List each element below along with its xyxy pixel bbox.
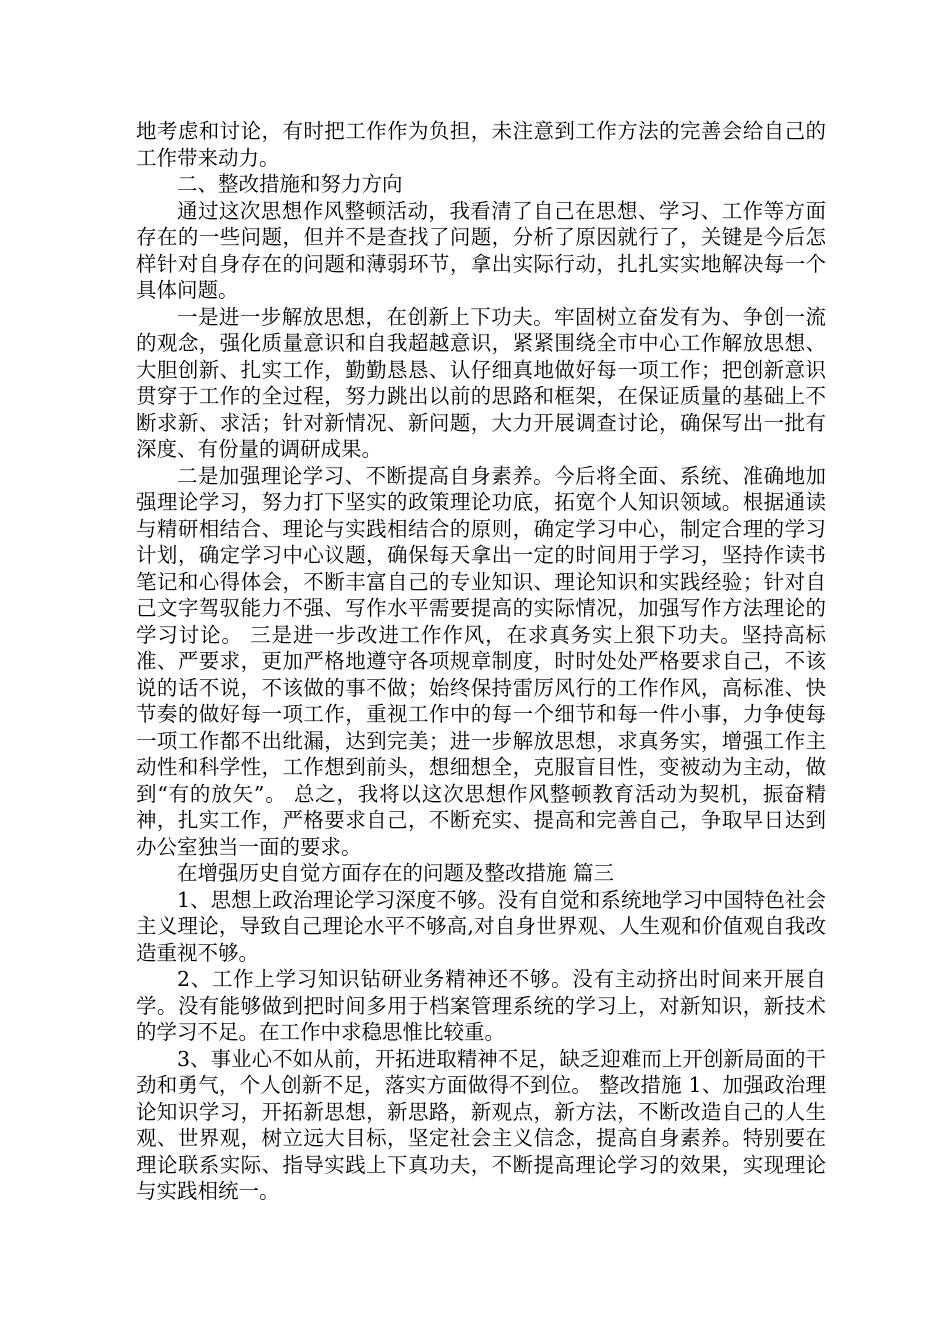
paragraph-5: 二是加强理论学习、不断提高自身素养。今后将全面、系统、准确地加强理论学习，努力打下坚实的政策理论功底，拓宽个人知识领域。根据通读与精研相结合、理论与实践相结合的原则，确定学习中心，制定合理的学习计划，确定学习中心议题，确保每天拿出一定的时间用于学习，坚持作读书笔记和心得体会，不断丰富自己的专业知识、理论知识和实践经验；针对自己文字驾驭能力不强、写作水平需要提高的实际情况，加强写作方法理论的学习讨论。 三是进一步改进工作作风，在求真务实上狠下功夫。坚持高标准、严要求，更加严格地遵守各项规章制度，时时处处严格要求自己，不该说的话不说，不该做的事不做；始终保持雷厉风行的工作作风，高标准、快节奏的做好每一项工作，重视工作中的每一个细节和每一件小事，力争使每一项工作都不出纰漏，达到完美；进一步解放思想，求真务实，增强工作主动性和科学性，工作想到前头，想细想全，克服盲目性，变被动为主动，做到“有的放矢”。 总之，我将以这次思想作风整顿教育活动为契机，振奋精神，扎实工作，严格要求自己，不断充实、提高和完善自己，争取早日达到办公室独当一面的要求。: [136, 463, 826, 859]
section-heading-part-three: 在增强历史自觉方面存在的问题及整改措施 篇三: [177, 861, 615, 885]
paragraph-4: 一是进一步解放思想，在创新上下功夫。牢固树立奋发有为、争创一流的观念，强化质量意识和自我超越意识，紧紧围绕全市中心工作解放思想、大胆创新、扎实工作，勤勤恳恳、认仔细真地做好每一项工作；把创新意识贯穿于工作的全过程，努力跳出以前的思路和框架，在保证质量的基础上不断求新、求活；针对新情况、新问题，大力开展调查讨论，确保写出一批有深度、有份量的调研成果。: [136, 304, 826, 461]
section-heading-rectification: 二、整改措施和努力方向: [177, 172, 403, 196]
paragraph-3: 通过这次思想作风整顿活动，我看清了自己在思想、学习、工作等方面存在的一些问题，但并不是查找了问题，分析了原因就行了，关键是今后怎样针对自身存在的问题和薄弱环节，拿出实际行动，扎扎实实地解决每一个具体问题。: [136, 198, 826, 302]
document-body: [136, 118, 826, 1205]
paragraph-9: 3、事业心不如从前，开拓进取精神不足，缺乏迎难而上开创新局面的干劲和勇气，个人创新不足，落实方面做得不到位。 整改措施 1、加强政治理论知识学习，开拓新思想，新思路，新观点，新方法，不断改造自己的人生观、世界观，树立远大目标，坚定社会主义信念，提高自身素养。特别要在理论联系实际、指导实践上下真功夫，不断提高理论学习的效果，实现理论与实践相统一。: [136, 1046, 826, 1203]
paragraph-8: 2、工作上学习知识钻研业务精神还不够。没有主动挤出时间来开展自学。没有能够做到把时间多用于档案管理系统的学习上，对新知识，新技术的学习不足。在工作中求稳思惟比较重。: [136, 967, 826, 1044]
paragraph-7: 1、思想上政治理论学习深度不够。没有自觉和系统地学习中国特色社会主义理论，导致自己理论水平不够高,对自身世界观、人生观和价值观自我改造重视不够。: [136, 887, 826, 965]
paragraph-1: 地考虑和讨论，有时把工作作为负担，未注意到工作方法的完善会给自己的工作带来动力。: [136, 119, 826, 170]
